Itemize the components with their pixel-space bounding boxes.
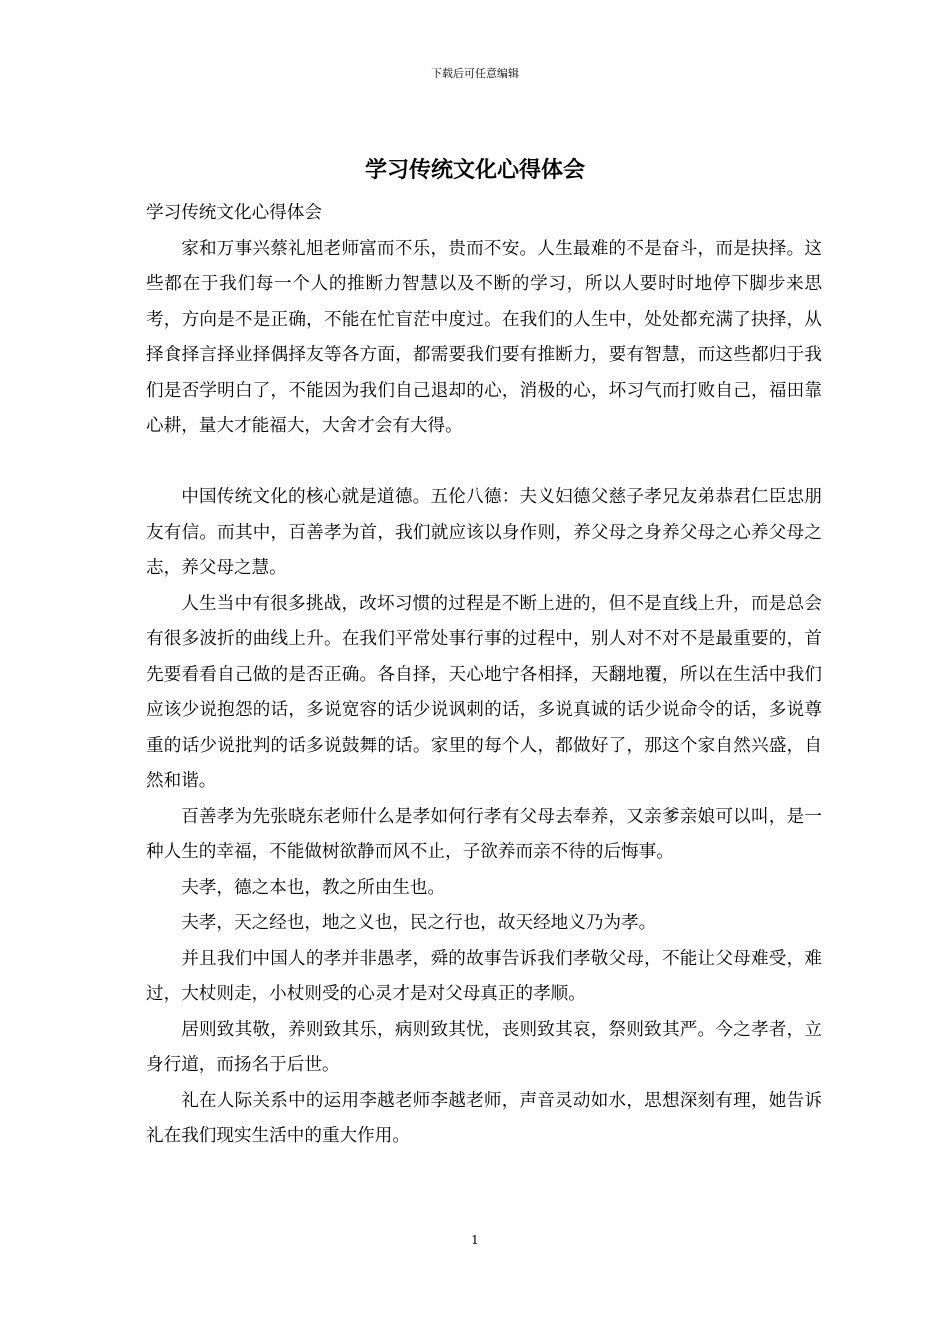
- body-paragraph: 中国传统文化的核心就是道德。五伦八德：夫义妇德父慈子孝兄友弟恭君仁臣忠朋友有信。而其中，百善孝为首，我们就应该以身作则，养父母之身养父母之心养父母之志，养父母之慧。: [146, 487, 822, 578]
- body-paragraph: 居则致其敬，养则致其乐，病则致其忧，丧则致其哀，祭则致其严。今之孝者，立身行道，而扬名于后世。: [146, 1019, 822, 1075]
- body-paragraph: 夫孝，天之经也，地之义也，民之行也，故天经地义乃为孝。: [181, 913, 657, 933]
- subtitle-paragraph: 学习传统文化心得体会: [146, 203, 322, 223]
- body-paragraph: 礼在人际关系中的运用李越老师李越老师，声音灵动如水，思想深刻有理，她告诉礼在我们现实生活中的重大作用。: [146, 1090, 822, 1146]
- body-paragraph: 百善孝为先张晓东老师什么是孝如何行孝有父母去奉养，又亲爹亲娘可以叫，是一种人生的幸福，不能做树欲静而风不止，子欲养而亲不待的后悔事。: [146, 806, 822, 862]
- body-paragraph: 人生当中有很多挑战，改坏习惯的过程是不断上进的，但不是直线上升，而是总会有很多波折的曲线上升。在我们平常处事行事的过程中，别人对不对不是最重要的，首先要看看自己做的是否正确。各自择，天心地宁各相择，天翻地覆，所以在生活中我们应该少说抱怨的话，多说宽容的话少说讽刺的话，多说真诚的话少说命令的话，多说尊重的话少说批判的话多说鼓舞的话。家里的每个人，都做好了，那这个家自然兴盛，自然和谐。: [146, 593, 822, 791]
- document-body: [146, 196, 822, 1155]
- body-paragraph: 夫孝，德之本也，教之所由生也。: [181, 877, 446, 898]
- header-note: 下载后可任意编辑: [431, 67, 519, 80]
- document-title: 学习传统文化心得体会: [364, 157, 585, 183]
- body-paragraph: 并且我们中国人的孝并非愚孝，舜的故事告诉我们孝敬父母，不能让父母难受，难过，大杖则走，小杖则受的心灵才是对父母真正的孝顺。: [146, 948, 822, 1004]
- body-paragraph: 家和万事兴蔡礼旭老师富而不乐，贵而不安。人生最难的不是奋斗，而是抉择。这些都在于我们每一个人的推断力智慧以及不断的学习，所以人要时时地停下脚步来思考，方向是不是正确，不能在忙盲茫中度过。在我们的人生中，处处都充满了抉择，从择食择言择业择偶择友等各方面，都需要我们要有推断力，要有智慧，而这些都归于我们是否学明白了，不能因为我们自己退却的心，消极的心，坏习气而打败自己，福田靠心耕，量大才能福大，大舍才会有大得。: [146, 238, 822, 436]
- page-number: 1: [471, 1233, 479, 1247]
